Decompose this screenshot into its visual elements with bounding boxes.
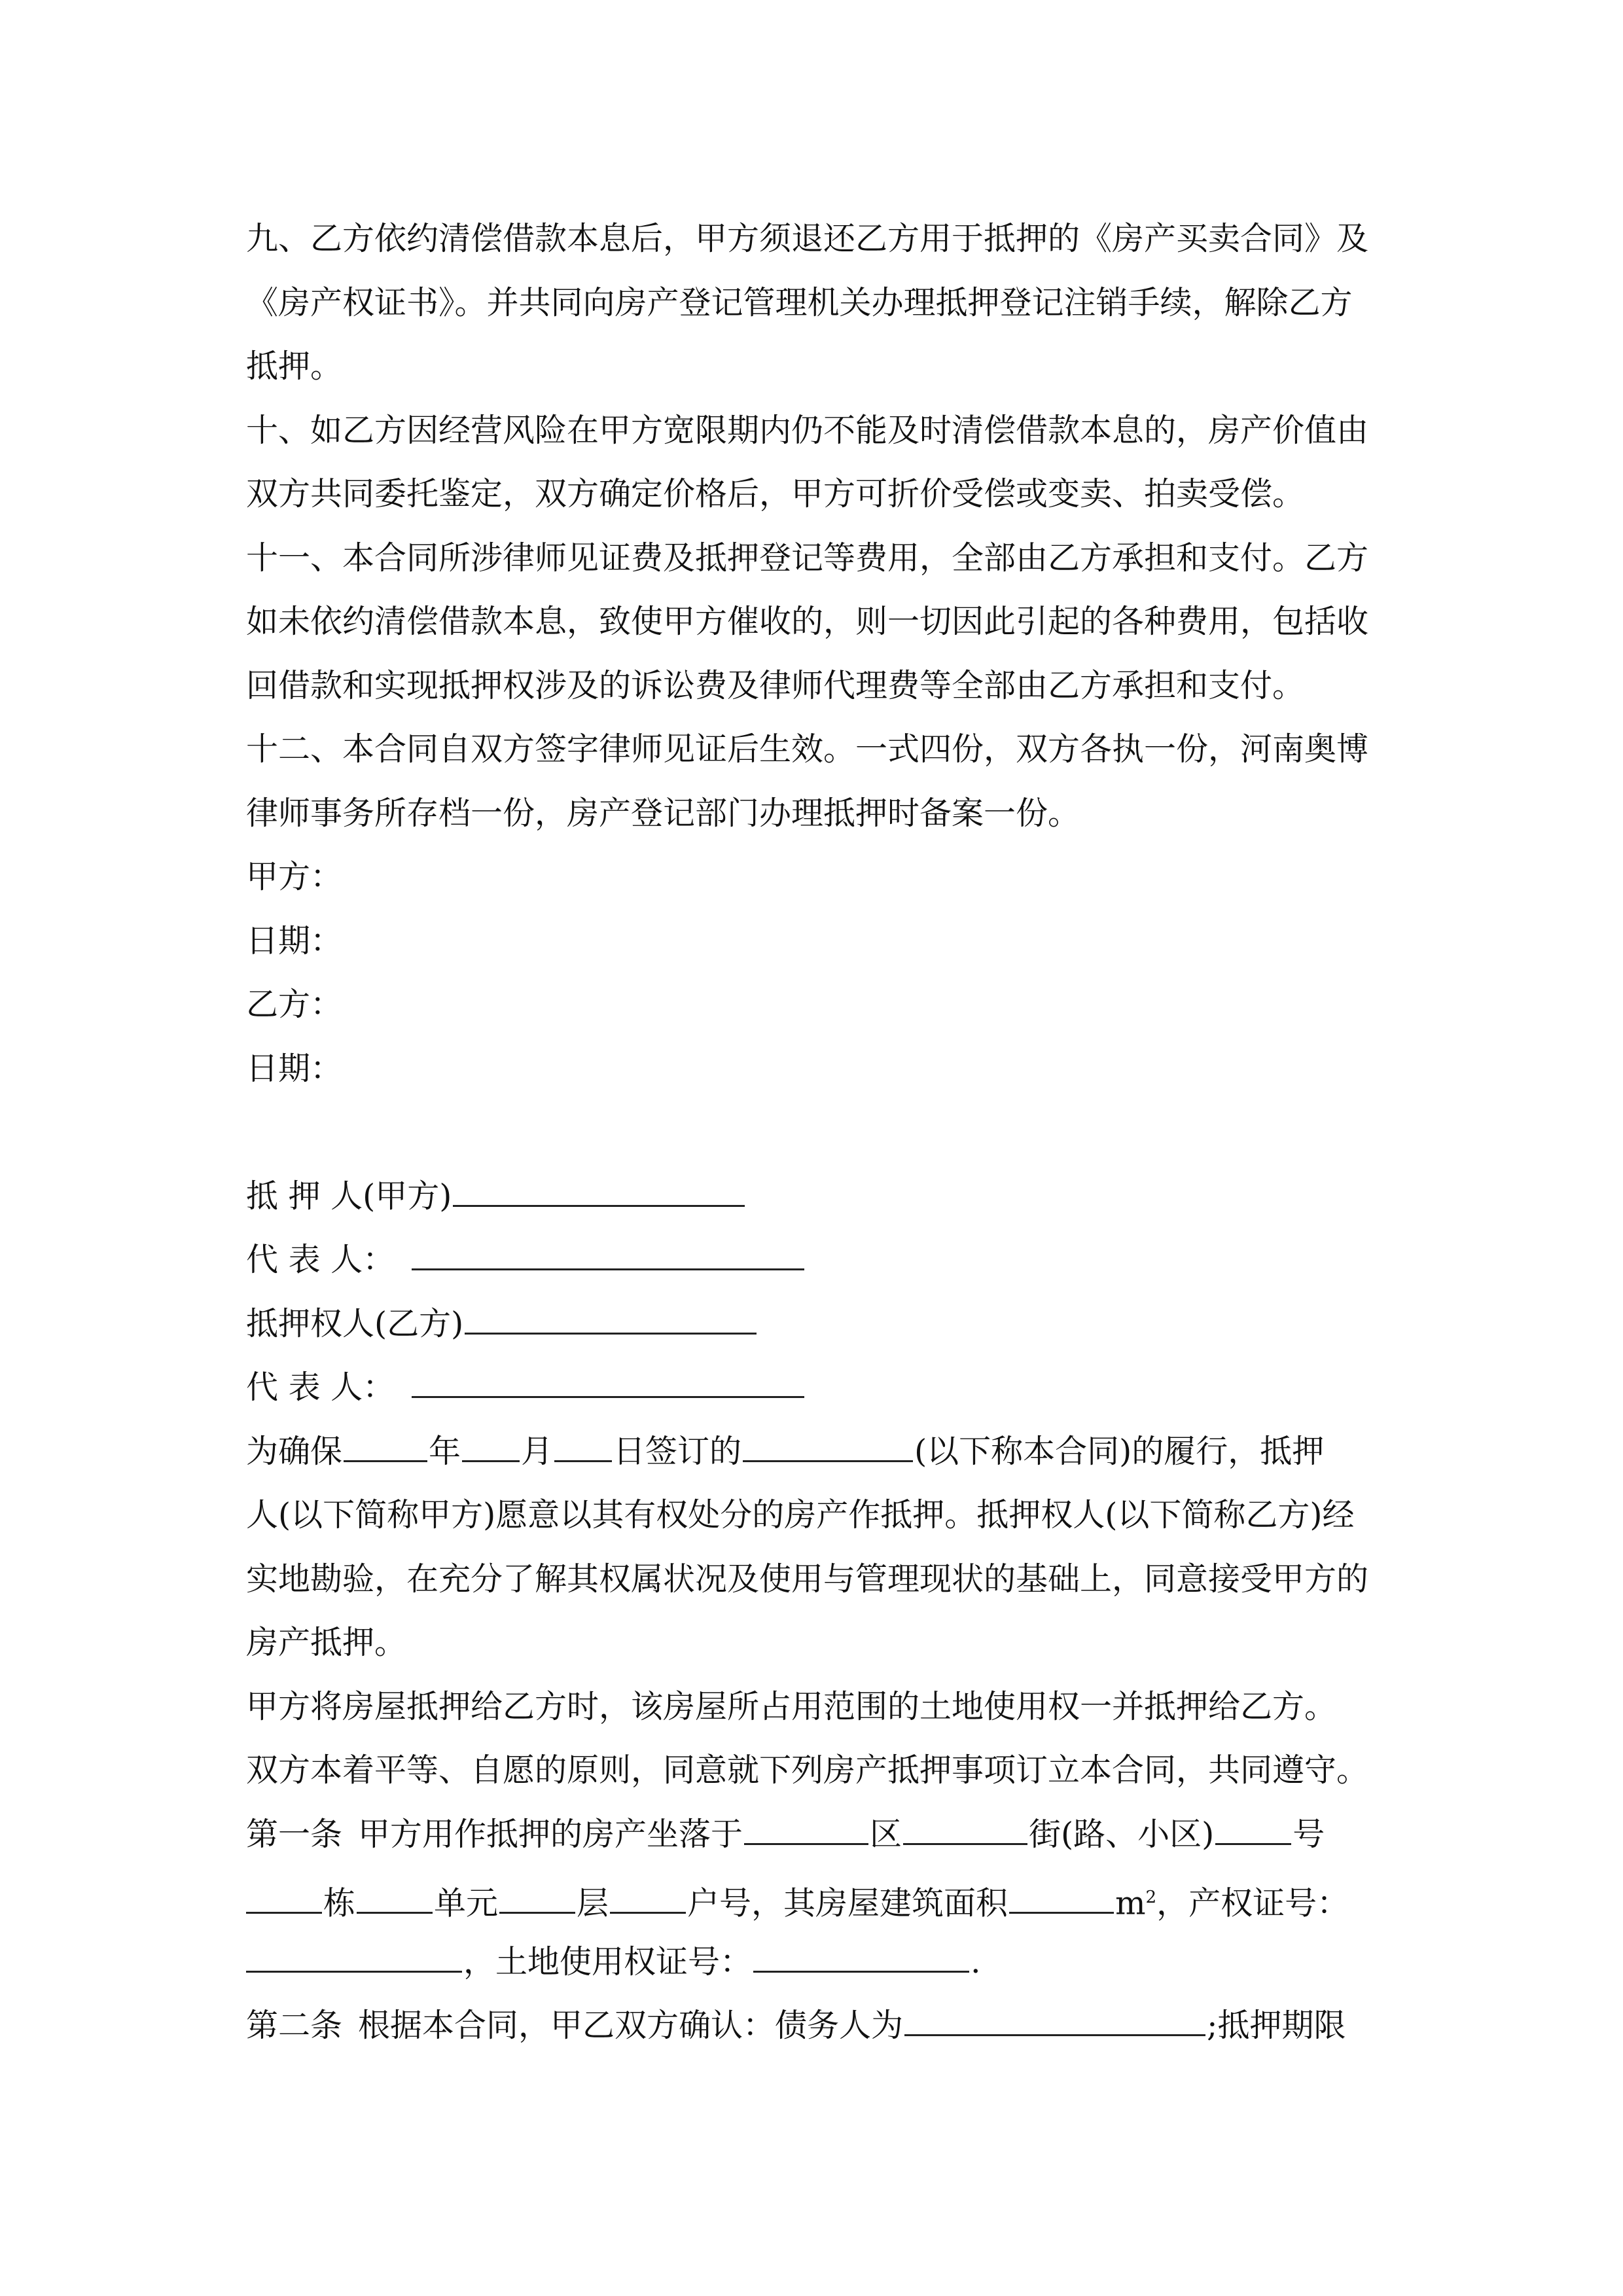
district-blank[interactable] — [744, 1814, 868, 1845]
text: ;抵押期限 — [1207, 2007, 1346, 2044]
unit-m: m — [1115, 1884, 1146, 1922]
representative-label: 代 表 人： — [246, 1241, 395, 1278]
unit-blank[interactable] — [357, 1883, 433, 1914]
text: 甲方用作抵押的房产坐落于 — [358, 1815, 743, 1853]
preamble-line: 甲方将房屋抵押给乙方时，该房屋所占用范围的土地使用权一并抵押给乙方。 — [246, 1687, 1337, 1725]
text: 月 — [521, 1432, 554, 1470]
representative-field — [246, 1228, 1398, 1292]
preamble-line: 房产抵押。 — [246, 1624, 407, 1661]
area-blank[interactable] — [1009, 1883, 1114, 1914]
clause-10-line: 双方共同委托鉴定，双方确定价格后，甲方可折价受偿或变卖、拍卖受偿。 — [246, 475, 1305, 512]
clause-11-line: 十一、本合同所涉律师见证费及抵押登记等费用，全部由乙方承担和支付。乙方 — [246, 539, 1369, 577]
contract-name-blank[interactable] — [743, 1431, 913, 1462]
party-b-signature-label: 乙方： — [246, 986, 343, 1023]
clause-9-line: 《房产权证书》。并共同向房产登记管理机关办理抵押登记注销手续，解除乙方 — [246, 283, 1353, 321]
text: 单元 — [434, 1884, 499, 1922]
representative-label: 代 表 人： — [246, 1369, 395, 1406]
floor-blank[interactable] — [499, 1883, 575, 1914]
text: 日签订的 — [613, 1432, 742, 1470]
spacer — [246, 1100, 1398, 1164]
article-heading: 第一条 — [246, 1815, 343, 1853]
preamble-line — [246, 1420, 1398, 1484]
mortgagee-blank[interactable] — [465, 1304, 757, 1335]
land-cert-blank[interactable] — [753, 1942, 969, 1973]
property-cert-blank[interactable] — [246, 1942, 462, 1973]
article-1-line — [246, 1803, 1398, 1867]
text: 街(路、小区) — [1029, 1815, 1215, 1853]
article-2-line — [246, 1994, 1398, 2058]
number-blank[interactable] — [1215, 1814, 1291, 1845]
debtor-blank[interactable] — [904, 2005, 1205, 2036]
mortgagor-blank[interactable] — [453, 1176, 745, 1207]
clause-10-line: 十、如乙方因经营风险在甲方宽限期内仍不能及时清偿借款本息的，房产价值由 — [246, 411, 1369, 449]
mortgagee-field — [246, 1292, 1398, 1356]
text: 根据本合同，甲乙双方确认：债务人为 — [358, 2007, 904, 2044]
date-b-label: 日期： — [246, 1049, 343, 1087]
text: 区 — [870, 1815, 902, 1853]
article-heading: 第二条 — [246, 2007, 343, 2044]
text: 栋 — [323, 1884, 356, 1922]
preamble-line: 人(以下简称甲方)愿意以其有权处分的房产作抵押。抵押权人(以下简称乙方)经 — [246, 1496, 1355, 1534]
preamble-line: 实地勘验，在充分了解其权属状况及使用与管理现状的基础上，同意接受甲方的 — [246, 1560, 1369, 1598]
mortgagor-label: 抵 押 人(甲方) — [246, 1177, 452, 1215]
text: 户号，其房屋建筑面积 — [687, 1884, 1008, 1922]
text: . — [971, 1943, 981, 1981]
article-1-line — [246, 1866, 1398, 1930]
text: 层 — [577, 1884, 609, 1922]
street-blank[interactable] — [903, 1814, 1027, 1845]
text: (以下称本合同)的履行，抵押 — [914, 1432, 1325, 1470]
text: 年 — [429, 1432, 461, 1470]
clause-12-line: 十二、本合同自双方签字律师见证后生效。一式四份，双方各执一份，河南奥博 — [246, 730, 1369, 768]
representative-blank[interactable] — [412, 1367, 804, 1398]
mortgagor-field — [246, 1164, 1398, 1229]
clause-9-line: 九、乙方依约清偿借款本息后，甲方须退还乙方用于抵押的《房产买卖合同》及 — [246, 220, 1369, 257]
text: ，土地使用权证号： — [463, 1943, 753, 1981]
party-a-signature-label: 甲方： — [246, 858, 343, 895]
representative-blank[interactable] — [412, 1240, 804, 1270]
room-blank[interactable] — [610, 1883, 686, 1914]
date-a-label: 日期： — [246, 922, 343, 960]
building-blank[interactable] — [246, 1883, 322, 1914]
clause-11-line: 如未依约清偿借款本息，致使甲方催收的，则一切因此引起的各种费用，包括收 — [246, 603, 1369, 640]
contract-page — [246, 207, 1398, 2058]
text: 号 — [1293, 1815, 1325, 1853]
clause-11-line: 回借款和实现抵押权涉及的诉讼费及律师代理费等全部由乙方承担和支付。 — [246, 666, 1305, 704]
text: ，产权证号： — [1156, 1884, 1349, 1922]
year-blank[interactable] — [344, 1431, 427, 1462]
article-1-line — [246, 1930, 1398, 1994]
clause-9-line: 抵押。 — [246, 348, 343, 385]
month-blank[interactable] — [462, 1431, 520, 1462]
day-blank[interactable] — [554, 1431, 612, 1462]
representative-field — [246, 1355, 1398, 1420]
mortgagee-label: 抵押权人(乙方) — [246, 1304, 464, 1342]
preamble-line: 双方本着平等、自愿的原则，同意就下列房产抵押事项订立本合同，共同遵守。 — [246, 1751, 1369, 1789]
unit-superscript: 2 — [1145, 1888, 1157, 1907]
text: 为确保 — [246, 1432, 343, 1470]
clause-12-line: 律师事务所存档一份，房产登记部门办理抵押时备案一份。 — [246, 794, 1080, 832]
